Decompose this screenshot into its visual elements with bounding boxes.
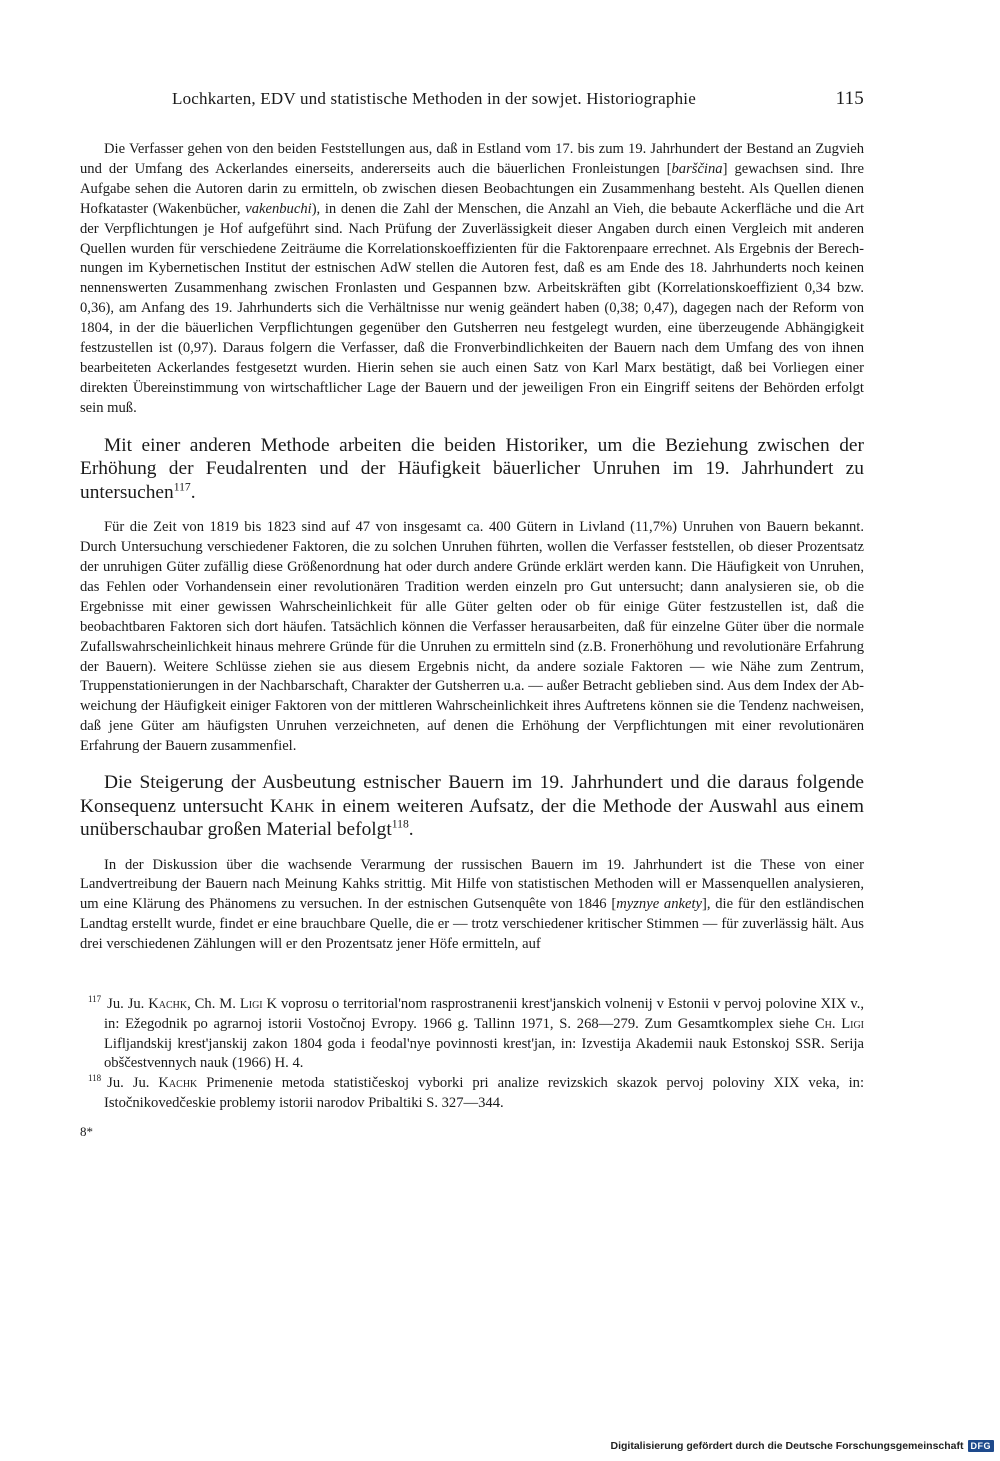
footnote-ref-117: 117 — [173, 480, 191, 494]
footnote-118: $^{118}$ Ju. Ju. Kachk Primenenie metoda statističeskoj vyborki pri analize revizskich skazok pervoj poloviny XIX veka, in: Istočnikovedčeskie problemy istorii narodov Pribaltiki S. 327—344. — [88, 1073, 865, 1112]
footnote-ref-118: 118 — [391, 817, 409, 831]
footnote-117: $^{117}$ Ju. Ju. Kachk, Ch. M. Ligi K voprosu o territorial'nom rasprostranenii krest'janskich volnenij v Estonii v pervoj polovine XIX v., in: Ežegodnik po agrarnoj istorii Vostočnoj Evropy. 1966 g. Tallinn 1971, S. 268—279. Zum Gesamtkomplex siehe Ch. Ligi Lifljandskij krest'janskij zakon 1804 goda i feodal'nye povinnosti krest'jan, in: Izvestija Akademii nauk Estonskoj SSR. Serija obščestvennych nauk (1966) H. 4. — [88, 994, 865, 1072]
dfg-logo-icon: DFG — [968, 1440, 995, 1452]
paragraph-1: Die Verfasser gehen von den beiden Feststellungen aus, daß in Estland vom 17. bis zum 19. Jahrhundert der Bestand an Zugvieh und der Umfang des Ackerlandes einerseits, andererseits auch die bäuerlichen Fronleistungen [barščina] gewachsen sind. Ihre Aufgabe sehen die Autoren darin zu ermitteln, ob zwischen diesen Beobachtungen ein Zusammenhang besteht. Als Quellen dienen Hofkataster (Wakenbücher, vakenbuchi), in denen die Zahl der Menschen, die Anzahl an Vieh, die bebaute Ackerfläche und die Art der Verpflichtungen je Hof aufgeführt sind. Nach Prüfung der Zuverlässigkeit dieser Angaben durch einen Vergleich mit anderen Quellen wurden für verschiedene Zeiträume die Korrelationskoeffizienten für die Faktorenpaare errechnet. Als Ergebnis der Berechnungen im Kybernetischen Institut der estnischen AdW stellen die Autoren fest, daß es am Ende des 18. Jahrhunderts noch keinen nennenswerten Zusammenhang zwischen Fronlasten und Gespannen bzw. Arbeitskräften gibt (Korrelationskoeffizient 0,34 bzw. 0,36), am Anfang des 19. Jahrhunderts sich die Verhältnisse nur wenig geändert haben (0,38; 0,47), dagegen nach der Reform von 1804, in der die bäuerlichen Verpflichtungen gegenüber den Gutsherren neu festgelegt wurden, eine überzeugende Abhängigkeit festzustellen ist (0,97). Daraus folgern die Verfasser, daß die Fronverbindlichkeiten der Bauern nach dem Umfang des von ihnen bearbeiteten Ackerlandes festgesetzt wurden. Hierin sehen sie auch einen Satz von Karl Marx bestätigt, daß bei Vorliegen einer direkten Übereinstimmung von wirtschaftlicher Lage der Bauern und der jeweiligen Fron ein Eingriff seitens der Behörden erfolgt sein muß. — [80, 141, 865, 416]
paragraph-3: Für die Zeit von 1819 bis 1823 sind auf 47 von insgesamt ca. 400 Gütern in Livland (11,7%) Unruhen von Bauern bekannt. Durch Untersuchung verschiedener Faktoren, die zu solchen Unruhen führten, wollen die Verfasser feststellen, ob dieser Prozentsatz der unruhigen Güter zufällig diese Größenordnung hat oder durch andere Gründe erklärt werden kann. Die Häufigkeit von Unruhen, das Fehlen oder Vorhandensein einer revolutionären Tradition werden einzeln pro Gut untersucht; dann analysieren sie, ob die Ergebnisse mit einer gewissen Wahrscheinlichkeit für alle Güter gelten oder ob für einige Güter festzustellen ist, daß die beobachtbaren Faktoren sich dort häufen. Tatsächlich können die Verfasser herausarbeiten, daß für einzelne Güter über die normale Zufallswahrscheinlichkeit hinaus mehrere Gründe für die Unruhen zu ermitteln sind (z.B. Fronerhöhung und revolutionäre Erfahrung der Bauern). Weitere Schlüsse ziehen sie aus diesem Ergebnis nicht, da andere soziale Faktoren — wie Nähe zum Zentrum, Truppenstationierungen in der Nachbarschaft, Charakter der Gutsherren u.a. — außer Betracht geblieben sind. Aus dem Index der Abweichung der Häufigkeit einiger Faktoren von der mittleren Wahrscheinlichkeit ihres Auftretens können sie die Tendenz nachweisen, daß jene Güter am häufigsten Unruhen verzeichneten, auf denen die Erhöhung der Verpflichtungen mit einer revolutionären Erfahrung der Bauern zusammenfiel. — [80, 519, 864, 755]
running-title: Lochkarten, EDV und statistische Methoden in der sowjet. Historiographie — [172, 89, 696, 108]
paragraph-2: Mit einer anderen Methode arbeiten die beiden Historiker, um die Beziehung zwischen der Erhöhung der Feudalrenten und der Häufigkeit bäuerlicher Unruhen im 19. Jahrhundert zu untersuchen$^{117}$. — [80, 434, 864, 503]
paragraph-4: Die Steigerung der Ausbeutung estnischer Bauern im 19. Jahrhundert und die daraus folgende Konsequenz untersucht Kahk in einem weiteren Aufsatz, der die Methode der Auswahl aus einem unüberschaubar großen Material befolgt$^{118}$. — [80, 772, 864, 841]
dfg-watermark — [611, 1440, 994, 1452]
paragraph-5: In der Diskussion über die wachsende Verarmung der russischen Bauern im 19. Jahrhundert ist die These von einer Landvertreibung der Bauern nach Meinung Kahks strittig. Mit Hilfe von statistischen Methoden will er Massenquellen analysieren, um eine Klärung des Phänomens zu versuchen. In der estnischen Gutsenquête von 1846 [myznye ankety], die für den estländischen Landtag erstellt wurde, findet er eine brauchbare Quelle, die er — trotz verschiedener kritischer Stimmen — für zuverlässig hält. Aus drei verschiedenen Zählungen will er den Prozentsatz jener Höfe ermitteln, auf — [80, 856, 865, 953]
page-number: 115 — [835, 88, 864, 109]
watermark-text: Digitalisierung gefördert durch die Deutsche Forschungsgemeinschaft — [610, 1440, 964, 1452]
page — [80, 88, 864, 1140]
running-header — [172, 88, 864, 110]
signature-mark: 8* — [80, 1123, 93, 1139]
